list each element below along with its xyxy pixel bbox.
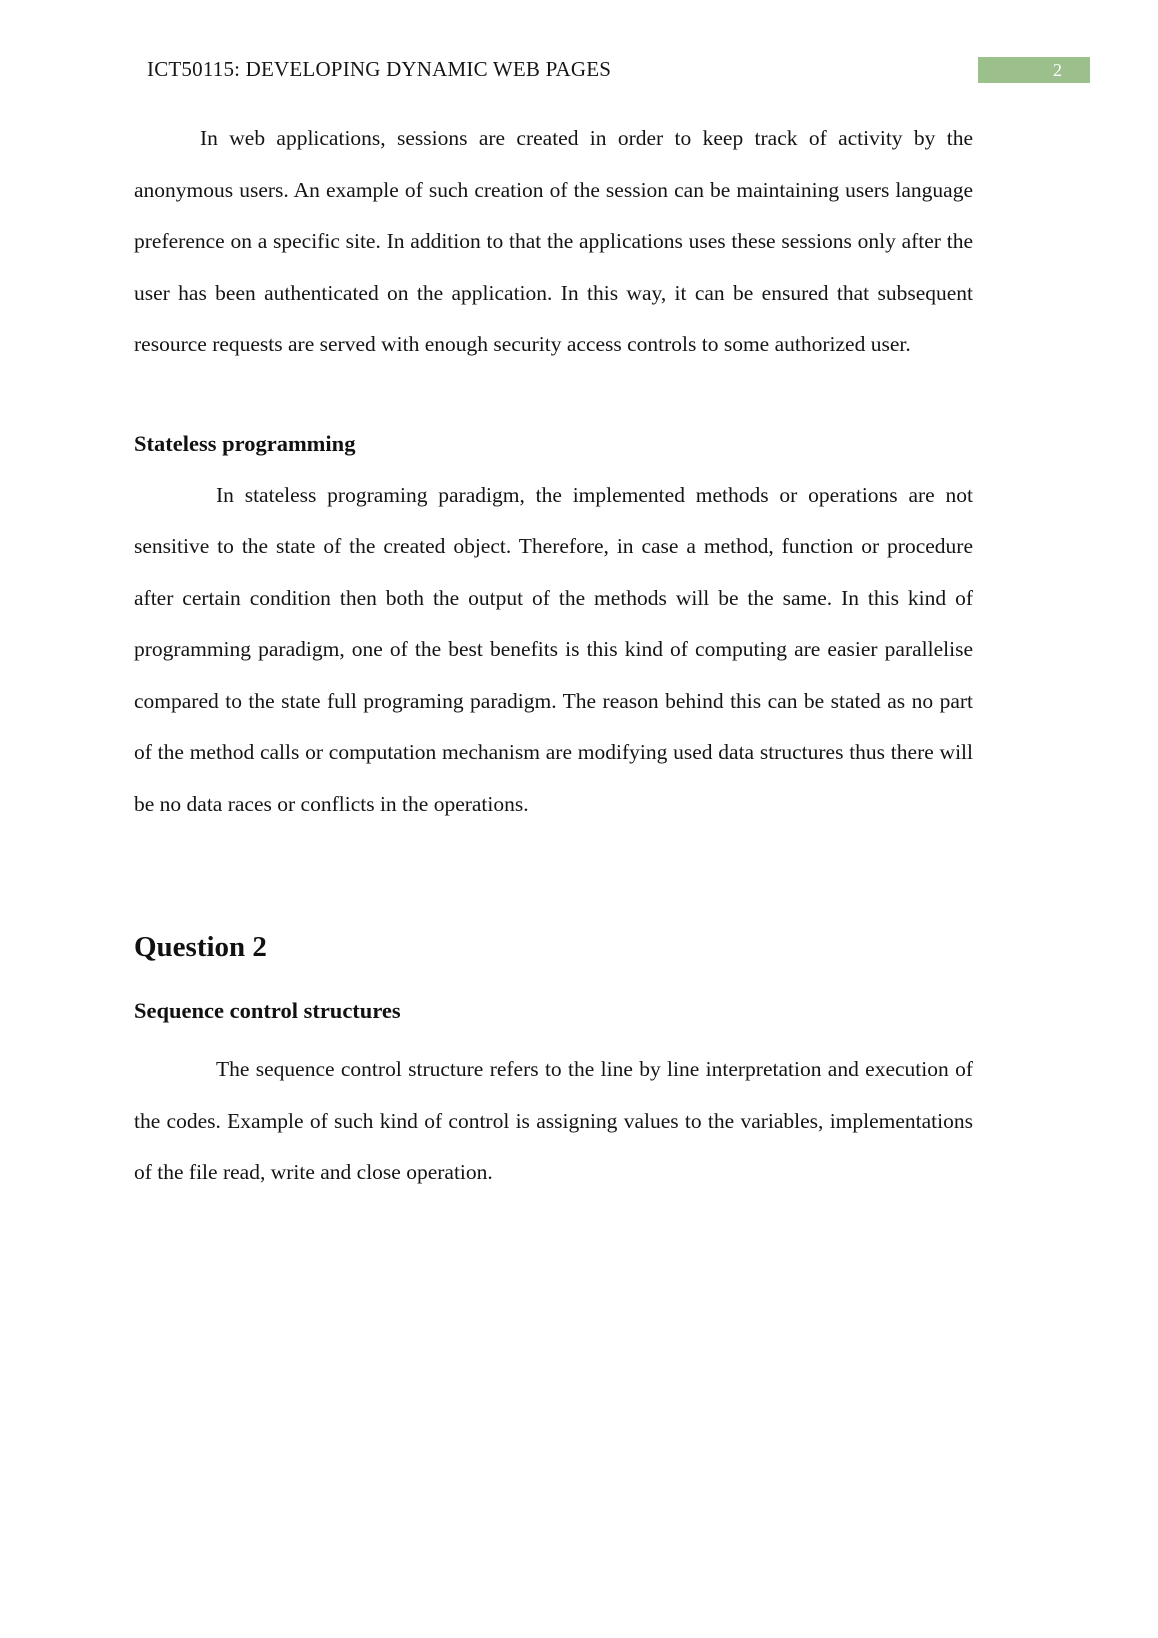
page-header (0, 0, 1158, 83)
question-2-heading: Question 2 (134, 931, 267, 963)
running-header-title: ICT50115: DEVELOPING DYNAMIC WEB PAGES (147, 57, 612, 81)
page-body (0, 113, 1158, 1199)
stateless-programming-heading: Stateless programming (134, 430, 356, 456)
sequence-control-structures-heading: Sequence control structures (134, 998, 401, 1023)
sequence-control-structures-paragraph: The sequence control structure refers to the line by line interpretation and execution of the codes. Example of such kind of control is assigning values to the variables, implementations of the file read, write and close operation. (134, 1057, 973, 1184)
intro-paragraph: In web applications, sessions are created in order to keep track of activity by the anonymous users. An example of such creation of the session can be maintaining users language preference on a specific site. In addition to that the applications uses these sessions only after the user has been authenticated on the application. In this way, it can be ensured that subsequent resource requests are served with enough security access controls to some authorized user. (134, 126, 973, 356)
page-number-badge: 2 (978, 57, 1090, 83)
stateless-programming-paragraph: In stateless programing paradigm, the implemented methods or operations are not sensitive to the state of the created object. Therefore, in case a method, function or procedure after certain condition then both the output of the methods will be the same. In this kind of programming paradigm, one of the best benefits is this kind of computing are easier parallelise compared to the state full programing paradigm. The reason behind this can be stated as no part of the method calls or computation mechanism are modifying used data structures thus there will be no data races or conflicts in the operations. (134, 482, 973, 816)
